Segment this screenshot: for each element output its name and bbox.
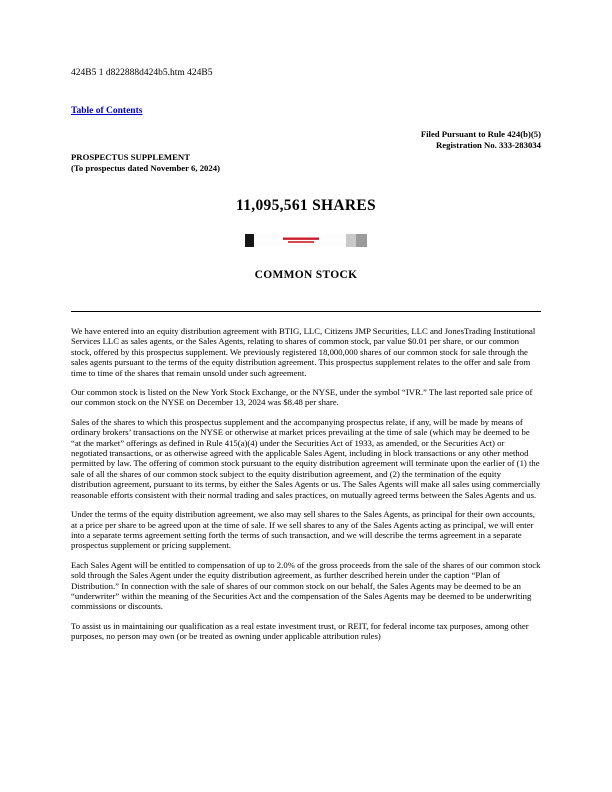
prospectus-supplement-label: PROSPECTUS SUPPLEMENT xyxy=(71,152,190,162)
horizontal-divider xyxy=(71,311,541,312)
paragraph-sales-method: Sales of the shares to which this prospectus supplement and the accompanying prospectus relate, if any, will be made by means of ordinary brokers’ transactions on the NYSE or otherwise at market prices prevailing at the time of sale (which may be deemed to be “at the market” offerings as defined in Rule 415(a)(4) under the Securities Act of 1933, as amended, or the Securities Act) or negotiated transactions, or as otherwise agreed with the applicable Sales Agent, including in block transactions or any other method permitted by law. The offering of common stock pursuant to the equity distribution agreement will terminate upon the earlier of (1) the sale of all the shares of our common stock subject to the equity distribution agreement, and (2) the termination of the equity distribution agreement, pursuant to its terms, by either the Sales Agents or us. The Sales Agents will make all sales using commercially reasonable efforts consistent with their normal trading and sales practices, on mutually agreed terms between the Sales Agents and us. xyxy=(71,416,541,500)
registration-number-text: Registration No. 333-283034 xyxy=(436,140,541,150)
filed-pursuant-text: Filed Pursuant to Rule 424(b)(5) xyxy=(420,129,541,139)
company-logo xyxy=(71,234,541,247)
paragraph-compensation: Each Sales Agent will be entitled to compensation of up to 2.0% of the gross proceeds from the sale of the shares of our common stock sold through the Sales Agent under the equity distribution agreement, as further described herein under the caption “Plan of Distribution.” In connection with the sale of shares of our common stock on our behalf, the Sales Agents may be deemed to be an “underwriter” within the meaning of the Securities Act and the compensation of the Sales Agents may be deemed to be underwriting commissions or discounts. xyxy=(71,559,541,612)
paragraph-principal-sales: Under the terms of the equity distribution agreement, we also may sell shares to the Sales Agents, as principal for their own accounts, at a price per share to be agreed upon at the time of sale. If we sell shares to any of the Sales Agents acting as principal, we will enter into a separate terms agreement setting forth the terms of such transaction, and we will describe the terms agreement in a separate prospectus supplement or pricing supplement. xyxy=(71,509,535,551)
edgar-filename-line: 424B5 1 d822888d424b5.htm 424B5 xyxy=(71,68,213,78)
prospectus-date-label: (To prospectus dated November 6, 2024) xyxy=(71,163,220,173)
paragraph-nyse-listing: Our common stock is listed on the New York Stock Exchange, or the NYSE, under the symbol “IVR.” The last reported sale price of our common stock on the NYSE on December 13, 2024 was $8.48 per share. xyxy=(71,387,533,408)
prospectus-body xyxy=(71,326,541,642)
shares-title: 11,095,561 SHARES xyxy=(236,197,376,214)
filing-info-block xyxy=(71,129,541,151)
company-logo-graphic xyxy=(245,234,367,247)
paragraph-equity-distribution: We have entered into an equity distribution agreement with BTIG, LLC, Citizens JMP Securities, LLC and JonesTrading Institutional Services LLC as sales agents, or the Sales Agents, relating to shares of common stock, par value $0.01 per share, or our common stock, offered by this prospectus supplement. We previously registered 18,000,000 shares of our common stock for sale through the sales agents pursuant to the terms of the equity distribution agreement. This prospectus supplement relates to the offer and sale from time to time of the shares that remain unsold under such agreement. xyxy=(71,326,536,378)
prospectus-header-block xyxy=(71,152,541,174)
paragraph-reit-qualification: To assist us in maintaining our qualification as a real estate investment trust, or REIT, for federal income tax purposes, among other purposes, no person may own (or be treated as owning under applicable attribution rules) xyxy=(71,620,529,642)
table-of-contents-link[interactable]: Table of Contents xyxy=(71,106,143,116)
common-stock-title: COMMON STOCK xyxy=(254,269,358,281)
